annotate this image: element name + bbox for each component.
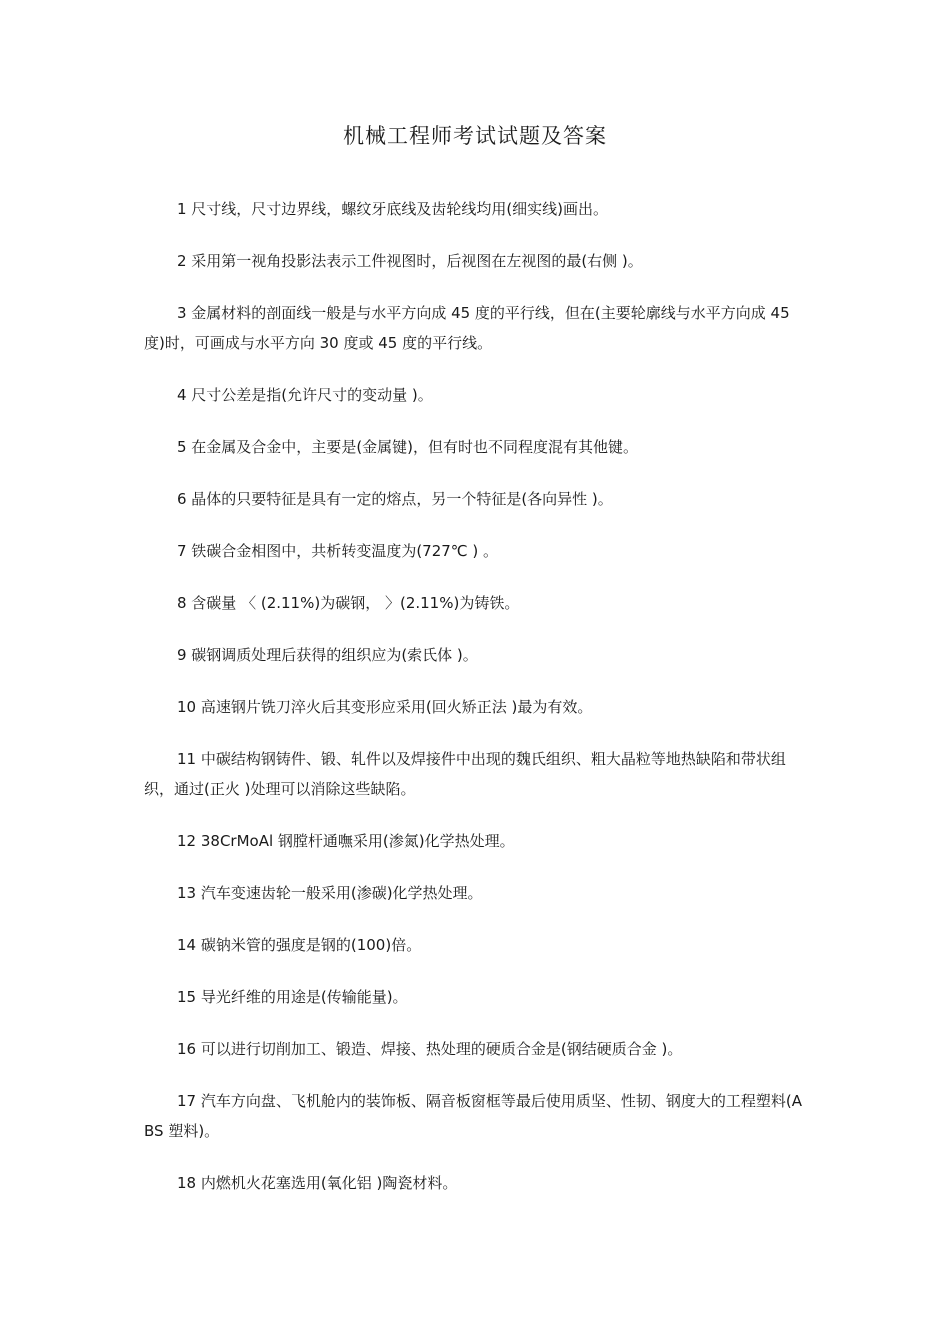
document-title: 机械工程师考试试题及答案 <box>343 124 607 148</box>
question-2: 2 采用第一视角投影法表示工件视图时，后视图在左视图的最(右侧 )。 <box>177 252 643 270</box>
question-15: 15 导光纤维的用途是(传输能量)。 <box>177 988 408 1006</box>
question-5: 5 在金属及合金中，主要是(金属键)，但有时也不同程度混有其他键。 <box>177 438 639 456</box>
question-3: 3 金属材料的剖面线一般是与水平方向成 45 度的平行线，但在(主要轮廓线与水平方向成 45 度)时，可画成与水平方向 30 度或 45 度的平行线。 <box>144 304 790 352</box>
question-10: 10 高速钢片铣刀淬火后其变形应采用(回火矫正法 )最为有效。 <box>177 698 593 716</box>
question-4: 4 尺寸公差是指(允许尺寸的变动量 )。 <box>177 386 433 404</box>
question-11: 11 中碳结构钢铸件、锻、轧件以及焊接件中出现的魏氏组织、粗大晶粒等地热缺陷和带状组织，通过(正火 )处理可以消除这些缺陷。 <box>144 750 786 798</box>
question-18: 18 内燃机火花塞选用(氧化铝 )陶瓷材料。 <box>177 1174 458 1192</box>
question-8: 8 含碳量 〈 (2.11%)为碳钢， 〉(2.11%)为铸铁。 <box>177 594 520 612</box>
question-13: 13 汽车变速齿轮一般采用(渗碳)化学热处理。 <box>177 884 483 902</box>
question-6: 6 晶体的只要特征是具有一定的熔点，另一个特征是(各向异性 )。 <box>177 490 613 508</box>
question-1: 1 尺寸线，尺寸边界线，螺纹牙底线及齿轮线均用(细实线)画出。 <box>177 200 609 218</box>
question-17: 17 汽车方向盘、飞机舱内的装饰板、隔音板窗框等最后使用质坚、性韧、钢度大的工程塑料(ABS 塑料)。 <box>144 1092 802 1140</box>
question-list <box>144 194 810 1220</box>
question-9: 9 碳钢调质处理后获得的组织应为(索氏体 )。 <box>177 646 478 664</box>
question-16: 16 可以进行切削加工、锻造、焊接、热处理的硬质合金是(钢结硬质合金 )。 <box>177 1040 683 1058</box>
question-14: 14 碳钠米管的强度是钢的(100)倍。 <box>177 936 422 954</box>
question-12: 12 38CrMoAl 钢膛杆通嘸采用(渗氮)化学热处理。 <box>177 832 515 850</box>
question-7: 7 铁碳合金相图中，共析转变温度为(727℃ ) 。 <box>177 542 499 560</box>
